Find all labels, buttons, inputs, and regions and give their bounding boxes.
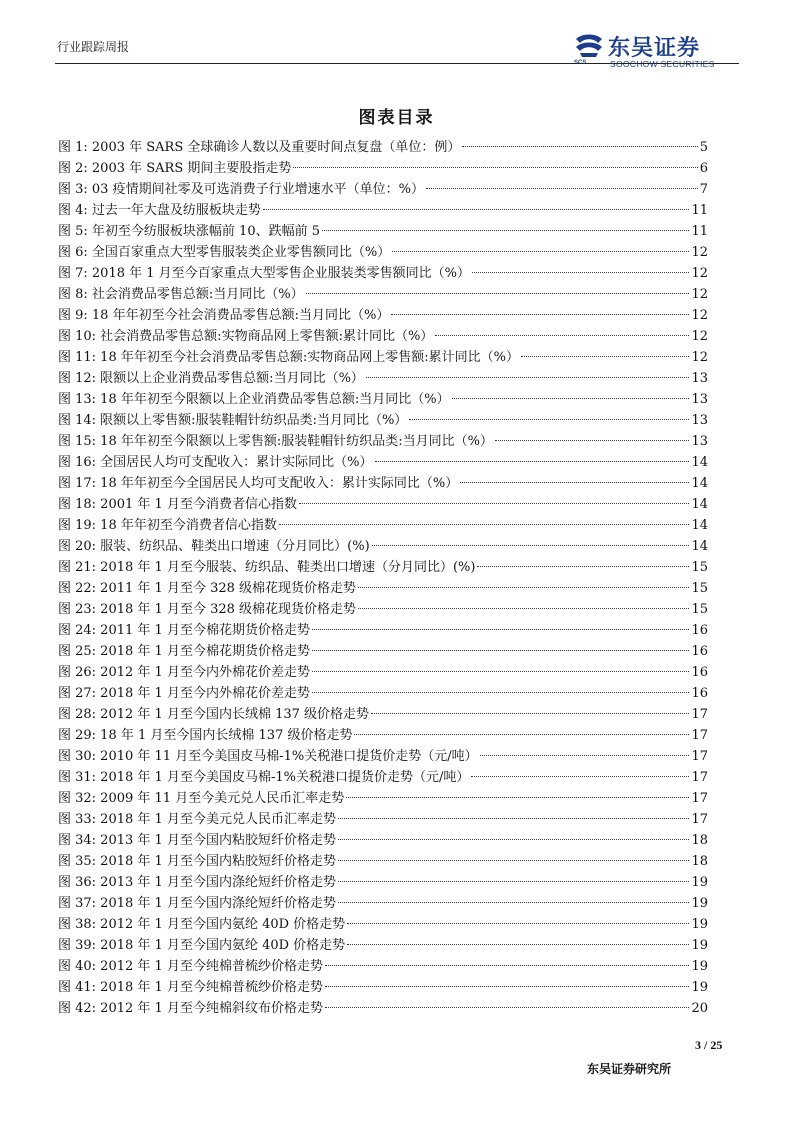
toc-entry-label[interactable]: 图 13: 18 年年初至今限额以上企业消费品零售总额:当月同比（%） (58, 392, 450, 407)
logo-mark-icon (572, 33, 608, 61)
toc-entry-label[interactable]: 图 37: 2018 年 1 月至今国内涤纶短纤价格走势 (58, 896, 336, 911)
toc-entry-page[interactable]: 13 (691, 413, 708, 428)
toc-entry[interactable] (58, 473, 708, 494)
toc-entry-page[interactable]: 5 (699, 140, 708, 155)
toc-entry-page[interactable]: 12 (691, 245, 708, 260)
toc-entry-label[interactable]: 图 22: 2011 年 1 月至今 328 级棉花现货价格走势 (58, 581, 357, 596)
toc-entry-label[interactable]: 图 21: 2018 年 1 月至今服装、纺织品、鞋类出口增速（分月同比）(%) (58, 560, 476, 575)
toc-entry-page[interactable]: 11 (691, 224, 708, 239)
toc-leader-dots (495, 440, 689, 441)
toc-leader-dots (279, 524, 690, 525)
toc-entry-label[interactable]: 图 31: 2018 年 1 月至今美国皮马棉-1%关税港口提货价走势（元/吨） (58, 770, 470, 785)
toc-entry-label[interactable]: 图 42: 2012 年 1 月至今纯棉斜纹布价格走势 (58, 1001, 323, 1016)
toc-entry[interactable] (58, 641, 708, 662)
footer-institution: 东吴证券研究所 (587, 1062, 672, 1076)
toc-entry[interactable] (58, 515, 708, 536)
toc-entry[interactable] (58, 599, 708, 620)
toc-leader-dots (477, 566, 689, 567)
toc-leader-dots (358, 608, 689, 609)
toc-entry-label[interactable]: 图 9: 18 年年初至今社会消费品零售总额:当月同比（%） (58, 308, 390, 323)
toc-leader-dots (325, 965, 690, 966)
toc-entry-label[interactable]: 图 27: 2018 年 1 月至今内外棉花价差走势 (58, 686, 310, 701)
toc-entry-label[interactable]: 图 12: 限额以上企业消费品零售总额:当月同比（%） (58, 371, 364, 386)
toc-leader-dots (338, 881, 690, 882)
toc-entry-page[interactable]: 15 (691, 581, 708, 596)
toc-leader-dots (338, 902, 690, 903)
toc-entry-page[interactable]: 17 (691, 791, 708, 806)
toc-entry-page[interactable]: 16 (691, 623, 708, 638)
toc-leader-dots (372, 545, 690, 546)
toc-entry-label[interactable]: 图 3: 03 疫情期间社零及可选消费子行业增速水平（单位：%） (58, 182, 424, 197)
toc-entry[interactable] (58, 935, 708, 956)
toc-entry-label[interactable]: 图 29: 18 年 1 月至今国内长绒棉 137 级价格走势 (58, 728, 353, 743)
toc-entry-label[interactable]: 图 30: 2010 年 11 月至今美国皮马棉-1%关税港口提货价走势（元/吨） (58, 749, 478, 764)
toc-entry-page[interactable]: 14 (691, 455, 708, 470)
toc-entry[interactable] (58, 683, 708, 704)
header-divider (55, 63, 739, 64)
toc-entry[interactable] (58, 788, 708, 809)
toc-entry-page[interactable]: 17 (691, 812, 708, 827)
toc-entry-label[interactable]: 图 1: 2003 年 SARS 全球确诊人数以及重要时间点复盘（单位：例） (58, 140, 461, 155)
toc-entry[interactable] (58, 662, 708, 683)
toc-entry[interactable] (58, 977, 708, 998)
toc-leader-dots (306, 293, 690, 294)
toc-leader-dots (338, 839, 690, 840)
page-number: 3 / 25 (695, 1038, 723, 1052)
toc-entry-label[interactable]: 图 16: 全国居民人均可支配收入：累计实际同比（%） (58, 455, 373, 470)
toc-leader-dots (293, 167, 697, 168)
toc-entry[interactable] (58, 494, 708, 515)
toc-entry-page[interactable]: 12 (691, 308, 708, 323)
toc-entry-label[interactable]: 图 10: 社会消费品零售总额:实物商品网上零售额:累计同比（%） (58, 329, 434, 344)
toc-leader-dots (347, 944, 689, 945)
toc-entry[interactable] (58, 431, 708, 452)
toc-leader-dots (338, 818, 690, 819)
toc-leader-dots (480, 755, 690, 756)
toc-entry-page[interactable]: 14 (691, 497, 708, 512)
toc-entry-page[interactable]: 18 (691, 833, 708, 848)
toc-leader-dots (263, 209, 690, 210)
toc-entry-page[interactable]: 6 (699, 161, 708, 176)
toc-entry-page[interactable]: 14 (691, 476, 708, 491)
toc-leader-dots (346, 797, 689, 798)
toc-entry-label[interactable]: 图 11: 18 年年初至今社会消费品零售总额:实物商品网上零售额:累计同比（%） (58, 350, 519, 365)
toc-entry-label[interactable]: 图 39: 2018 年 1 月至今国内氨纶 40D 价格走势 (58, 938, 346, 953)
page-title: 图表目录 (358, 108, 435, 128)
toc-entry-page[interactable]: 16 (691, 686, 708, 701)
toc-entry-label[interactable]: 图 33: 2018 年 1 月至今美元兑人民币汇率走势 (58, 812, 336, 827)
toc-leader-dots (299, 503, 690, 504)
toc-entry-page[interactable]: 13 (691, 392, 708, 407)
toc-entry-label[interactable]: 图 5: 年初至今纺服板块涨幅前 10、跌幅前 5 (58, 224, 320, 239)
toc-entry-page[interactable]: 17 (691, 728, 708, 743)
toc-entry[interactable] (58, 809, 708, 830)
toc-entry[interactable] (58, 872, 708, 893)
toc-entry-page[interactable]: 19 (691, 959, 708, 974)
toc-entry-label[interactable]: 图 2: 2003 年 SARS 期间主要股指走势 (58, 161, 292, 176)
toc-leader-dots (392, 251, 689, 252)
toc-leader-dots (435, 335, 689, 336)
toc-entry[interactable] (58, 578, 708, 599)
toc-entry-label[interactable]: 图 8: 社会消费品零售总额:当月同比（%） (58, 287, 304, 302)
toc-entry-label[interactable]: 图 35: 2018 年 1 月至今国内粘胶短纤价格走势 (58, 854, 336, 869)
toc-entry[interactable] (58, 557, 708, 578)
toc-entry-page[interactable]: 17 (691, 770, 708, 785)
toc-entry-page[interactable]: 18 (691, 854, 708, 869)
toc-entry[interactable] (58, 851, 708, 872)
toc-entry[interactable] (58, 914, 708, 935)
logo-chinese-name: 东吴证券 (608, 36, 701, 61)
toc-entry-label[interactable]: 图 15: 18 年年初至今限额以上零售额:服装鞋帽针纺织品类:当月同比（%） (58, 434, 493, 449)
toc-entry[interactable] (58, 452, 708, 473)
toc-entry-page[interactable]: 19 (691, 980, 708, 995)
toc-leader-dots (354, 734, 689, 735)
toc-leader-dots (338, 860, 690, 861)
toc-entry-page[interactable]: 13 (691, 434, 708, 449)
logo-english-name: SOOCHOW SECURITIES (610, 59, 715, 69)
toc-entry-label[interactable]: 图 6: 全国百家重点大型零售服装类企业零售额同比（%） (58, 245, 391, 260)
toc-entry[interactable] (58, 284, 708, 305)
toc-leader-dots (312, 650, 690, 651)
toc-entry[interactable] (58, 179, 708, 200)
toc-entry-page[interactable]: 20 (691, 1001, 708, 1016)
toc-entry-label[interactable]: 图 14: 限额以上零售额:服装鞋帽针纺织品类:当月同比（%） (58, 413, 408, 428)
toc-leader-dots (347, 923, 689, 924)
toc-entry[interactable] (58, 536, 708, 557)
toc-leader-dots (472, 272, 689, 273)
toc-entry-label[interactable]: 图 7: 2018 年 1 月至今百家重点大型零售企业服装类零售额同比（%） (58, 266, 471, 281)
report-type-label: 行业跟踪周报 (57, 40, 130, 54)
toc-entry-label[interactable]: 图 24: 2011 年 1 月至今棉花期货价格走势 (58, 623, 310, 638)
toc-entry-page[interactable]: 14 (691, 539, 708, 554)
toc-entry-page[interactable]: 11 (691, 203, 708, 218)
toc-entry-label[interactable]: 图 28: 2012 年 1 月至今国内长绒棉 137 级价格走势 (58, 707, 370, 722)
toc-entry[interactable] (58, 410, 708, 431)
toc-entry[interactable] (58, 620, 708, 641)
toc-entry-page[interactable]: 12 (691, 350, 708, 365)
toc-entry[interactable] (58, 263, 708, 284)
toc-entry-page[interactable]: 16 (691, 644, 708, 659)
toc-leader-dots (409, 419, 689, 420)
toc-entry-label[interactable]: 图 19: 18 年年初至今消费者信心指数 (58, 518, 277, 533)
toc-leader-dots (371, 713, 689, 714)
toc-entry[interactable] (58, 725, 708, 746)
toc-entry[interactable] (58, 326, 708, 347)
toc-entry-label[interactable]: 图 40: 2012 年 1 月至今纯棉普梳纱价格走势 (58, 959, 323, 974)
toc-leader-dots (358, 587, 689, 588)
toc-leader-dots (375, 461, 690, 462)
toc-entry-label[interactable]: 图 18: 2001 年 1 月至今消费者信心指数 (58, 497, 297, 512)
toc-entry[interactable] (58, 998, 708, 1019)
toc-entry-label[interactable]: 图 17: 18 年年初至今全国居民人均可支配收入：累计实际同比（%） (58, 476, 459, 491)
toc-entry[interactable] (58, 368, 708, 389)
toc-leader-dots (325, 986, 690, 987)
toc-entry[interactable] (58, 347, 708, 368)
logo-abbreviation: SCS (574, 60, 587, 66)
toc-entry-page[interactable]: 7 (699, 182, 708, 197)
toc-entry-label[interactable]: 图 25: 2018 年 1 月至今棉花期货价格走势 (58, 644, 310, 659)
toc-entry[interactable] (58, 893, 708, 914)
toc-leader-dots (452, 398, 690, 399)
toc-entry[interactable] (58, 704, 708, 725)
toc-entry-page[interactable]: 19 (691, 875, 708, 890)
toc-leader-dots (426, 188, 698, 189)
toc-entry-page[interactable]: 12 (691, 329, 708, 344)
toc-entry-label[interactable]: 图 36: 2013 年 1 月至今国内涤纶短纤价格走势 (58, 875, 336, 890)
toc-entry[interactable] (58, 830, 708, 851)
toc-leader-dots (366, 377, 690, 378)
toc-leader-dots (471, 776, 689, 777)
toc-leader-dots (391, 314, 689, 315)
toc-leader-dots (460, 482, 689, 483)
toc-entry-page[interactable]: 19 (691, 896, 708, 911)
toc-entry[interactable] (58, 242, 708, 263)
toc-entry-label[interactable]: 图 34: 2013 年 1 月至今国内粘胶短纤价格走势 (58, 833, 336, 848)
toc-entry[interactable] (58, 767, 708, 788)
toc-entry-label[interactable]: 图 32: 2009 年 11 月至今美元兑人民币汇率走势 (58, 791, 345, 806)
toc-leader-dots (312, 629, 690, 630)
toc-entry-label[interactable]: 图 20: 服装、纺织品、鞋类出口增速（分月同比）(%) (58, 539, 370, 554)
toc-entry-page[interactable]: 13 (691, 371, 708, 386)
toc-entry[interactable] (58, 956, 708, 977)
toc-entry-page[interactable]: 17 (691, 749, 708, 764)
toc-entry-page[interactable]: 12 (691, 266, 708, 281)
toc-entry[interactable] (58, 389, 708, 410)
toc-entry-page[interactable]: 16 (691, 665, 708, 680)
toc-leader-dots (312, 671, 690, 672)
toc-entry-page[interactable]: 15 (691, 602, 708, 617)
toc-entry-page[interactable]: 15 (691, 560, 708, 575)
toc-entry[interactable] (58, 137, 708, 158)
toc-entry[interactable] (58, 200, 708, 221)
figure-index-list (58, 137, 708, 1019)
toc-entry-label[interactable]: 图 41: 2018 年 1 月至今纯棉普梳纱价格走势 (58, 980, 323, 995)
toc-entry[interactable] (58, 305, 708, 326)
toc-leader-dots (322, 230, 689, 231)
brand-logo (572, 33, 742, 73)
toc-entry-page[interactable]: 19 (691, 938, 708, 953)
toc-entry[interactable] (58, 221, 708, 242)
toc-leader-dots (462, 146, 697, 147)
toc-leader-dots (312, 692, 690, 693)
toc-entry[interactable] (58, 746, 708, 767)
toc-entry-page[interactable]: 14 (691, 518, 708, 533)
toc-entry-label[interactable]: 图 4: 过去一年大盘及纺服板块走势 (58, 203, 261, 218)
toc-entry-page[interactable]: 19 (691, 917, 708, 932)
toc-leader-dots (521, 356, 689, 357)
toc-entry-page[interactable]: 17 (691, 707, 708, 722)
toc-leader-dots (325, 1007, 690, 1008)
toc-entry-label[interactable]: 图 23: 2018 年 1 月至今 328 级棉花现货价格走势 (58, 602, 357, 617)
toc-entry[interactable] (58, 158, 708, 179)
toc-entry-page[interactable]: 12 (691, 287, 708, 302)
toc-entry-label[interactable]: 图 26: 2012 年 1 月至今内外棉花价差走势 (58, 665, 310, 680)
toc-entry-label[interactable]: 图 38: 2012 年 1 月至今国内氨纶 40D 价格走势 (58, 917, 346, 932)
